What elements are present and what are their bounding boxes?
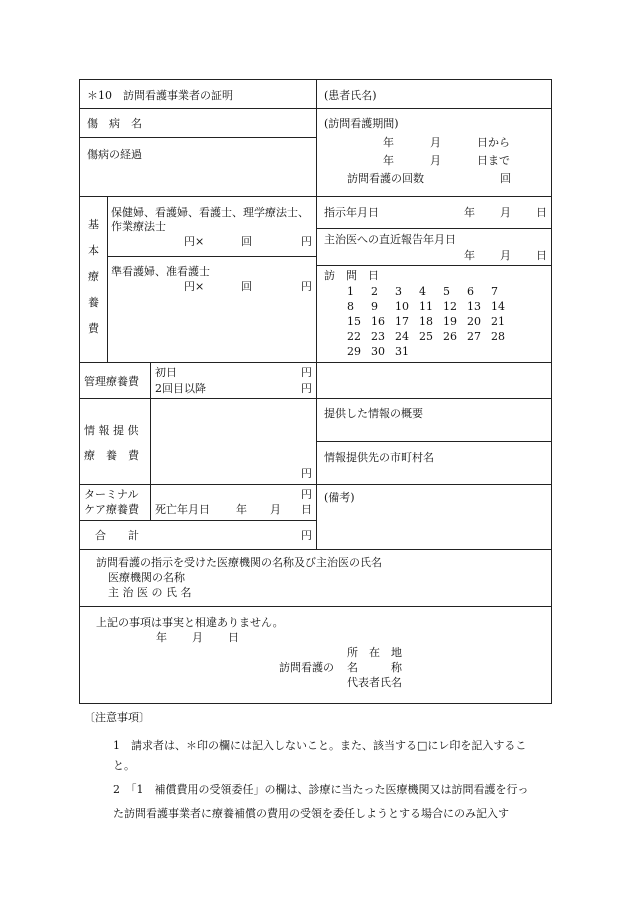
visit-day: 3 [395,285,402,298]
total-label: 合 計 [95,529,139,542]
doctor-name-label: 主 治 医 の 氏 名 [108,586,192,599]
representative-label: 代表者氏名 [347,676,402,689]
row-line [79,520,317,521]
row-line [316,265,552,266]
visit-day: 19 [443,315,457,328]
remarks-label: (備考) [324,491,355,504]
visit-day: 2 [371,285,378,298]
info-fee-label: 情 報 提 供 [84,424,139,437]
visit-day: 21 [491,315,505,328]
management-second-onward: 2回目以降 [155,382,206,395]
visit-day: 18 [419,315,433,328]
visit-day: 29 [347,345,361,358]
visit-days-label: 訪 問 日 [324,269,379,282]
injury-name-label: 傷 病 名 [87,117,142,130]
visit-day: 12 [443,300,457,313]
visit-day: 23 [371,330,385,343]
report-date-label: 主治医への直近報告年月日 [324,233,456,246]
visit-day: 25 [419,330,433,343]
row-line [79,606,552,607]
cell-divider [150,362,151,485]
visit-day: 8 [347,300,354,313]
terminal-fee-label-2: ケア療養費 [84,503,139,516]
table-border-right [551,79,552,704]
visit-day: 22 [347,330,361,343]
visit-day: 11 [419,300,433,313]
basic-fee-row1-yen-times: 円× [184,235,205,248]
cell-divider [150,484,151,521]
table-border-left [79,79,80,704]
visit-day: 10 [395,300,409,313]
instruction-date-label: 指示年月日 [324,206,379,219]
terminal-fee-label: ターミナル [84,488,139,501]
info-fee-label-2: 療 養 費 [84,449,139,462]
notes-heading: 〔注意事項〕 [84,711,150,724]
institution-heading: 訪問看護の指示を受けた医療機関の名称及び主治医の氏名 [96,556,382,569]
visit-day: 31 [395,345,409,358]
visit-day: 30 [371,345,385,358]
institution-name-label: 医療機関の名称 [108,571,185,584]
management-first-day: 初日 [155,366,177,379]
note-item-1: 1 請求者は、＊印の欄には記入しないこと。また、該当する□にレ印を記入するこ [113,739,527,752]
table-border-bottom [79,703,552,704]
visit-day: 9 [371,300,378,313]
row-line [79,196,552,197]
note-item-2-cont: た訪問看護事業者に療養補償の費用の受領を委任しようとする場合にのみ記入す [113,807,509,820]
basic-fee-row2-yen: 円 [301,280,312,293]
row-line [79,137,317,138]
visit-day: 27 [467,330,481,343]
visit-day: 4 [419,285,426,298]
provider-label: 訪問看護の [279,661,334,674]
note-item-2: 2 「1 補償費用の受領委任」の欄は、診療に当たった医療機関又は訪問看護を行っ [113,783,529,796]
basic-fee-row2-label: 準看護婦、准看護士 [111,265,210,278]
visit-day: 24 [395,330,409,343]
info-municipality-label: 情報提供先の市町村名 [324,451,434,464]
death-date-label: 死亡年月日 [155,503,210,516]
row-line [316,228,552,229]
visit-day: 28 [491,330,505,343]
visit-day: 5 [443,285,450,298]
basic-fee-row2-yen-times: 円× [184,280,205,293]
visit-count-unit: 回 [500,172,511,185]
basic-fee-row1-label-2: 作業療法士 [111,220,166,233]
row-line [79,108,552,109]
visit-day: 17 [395,315,409,328]
visit-day: 7 [491,285,498,298]
visit-day: 16 [371,315,385,328]
section-title: ＊10 訪問看護事業者の証明 [87,89,233,102]
note-item-1-cont: と。 [113,759,135,772]
visit-day: 15 [347,315,361,328]
basic-fee-row2-times: 回 [241,280,252,293]
certification-statement: 上記の事項は事実と相違ありません。 [96,616,284,629]
basic-fee-row1-label: 保健婦、看護婦、看護士、理学療法士、 [111,206,309,219]
column-divider [316,79,317,549]
patient-name-label: (患者氏名) [324,89,377,102]
management-fee-label: 管理療養費 [84,375,139,388]
basic-fee-row1-times: 回 [241,235,252,248]
period-label: (訪問看護期間) [324,117,399,130]
basic-fee-row1-yen: 円 [301,235,312,248]
visit-day: 14 [491,300,505,313]
row-line [79,549,552,550]
visit-day: 20 [467,315,481,328]
visit-day: 13 [467,300,481,313]
total-yen: 円 [301,529,312,542]
info-fee-yen: 円 [301,467,312,480]
visit-day: 6 [467,285,474,298]
visit-day: 26 [443,330,457,343]
provider-name-label: 名 称 [347,661,402,674]
visit-day: 1 [347,285,354,298]
address-label: 所 在 地 [347,646,402,659]
injury-progress-label: 傷病の経過 [87,148,142,161]
visit-count-label: 訪問看護の回数 [347,172,424,185]
row-line [107,256,317,257]
cell-divider [107,196,108,363]
row-line [316,441,552,442]
info-summary-label: 提供した情報の概要 [324,407,423,420]
